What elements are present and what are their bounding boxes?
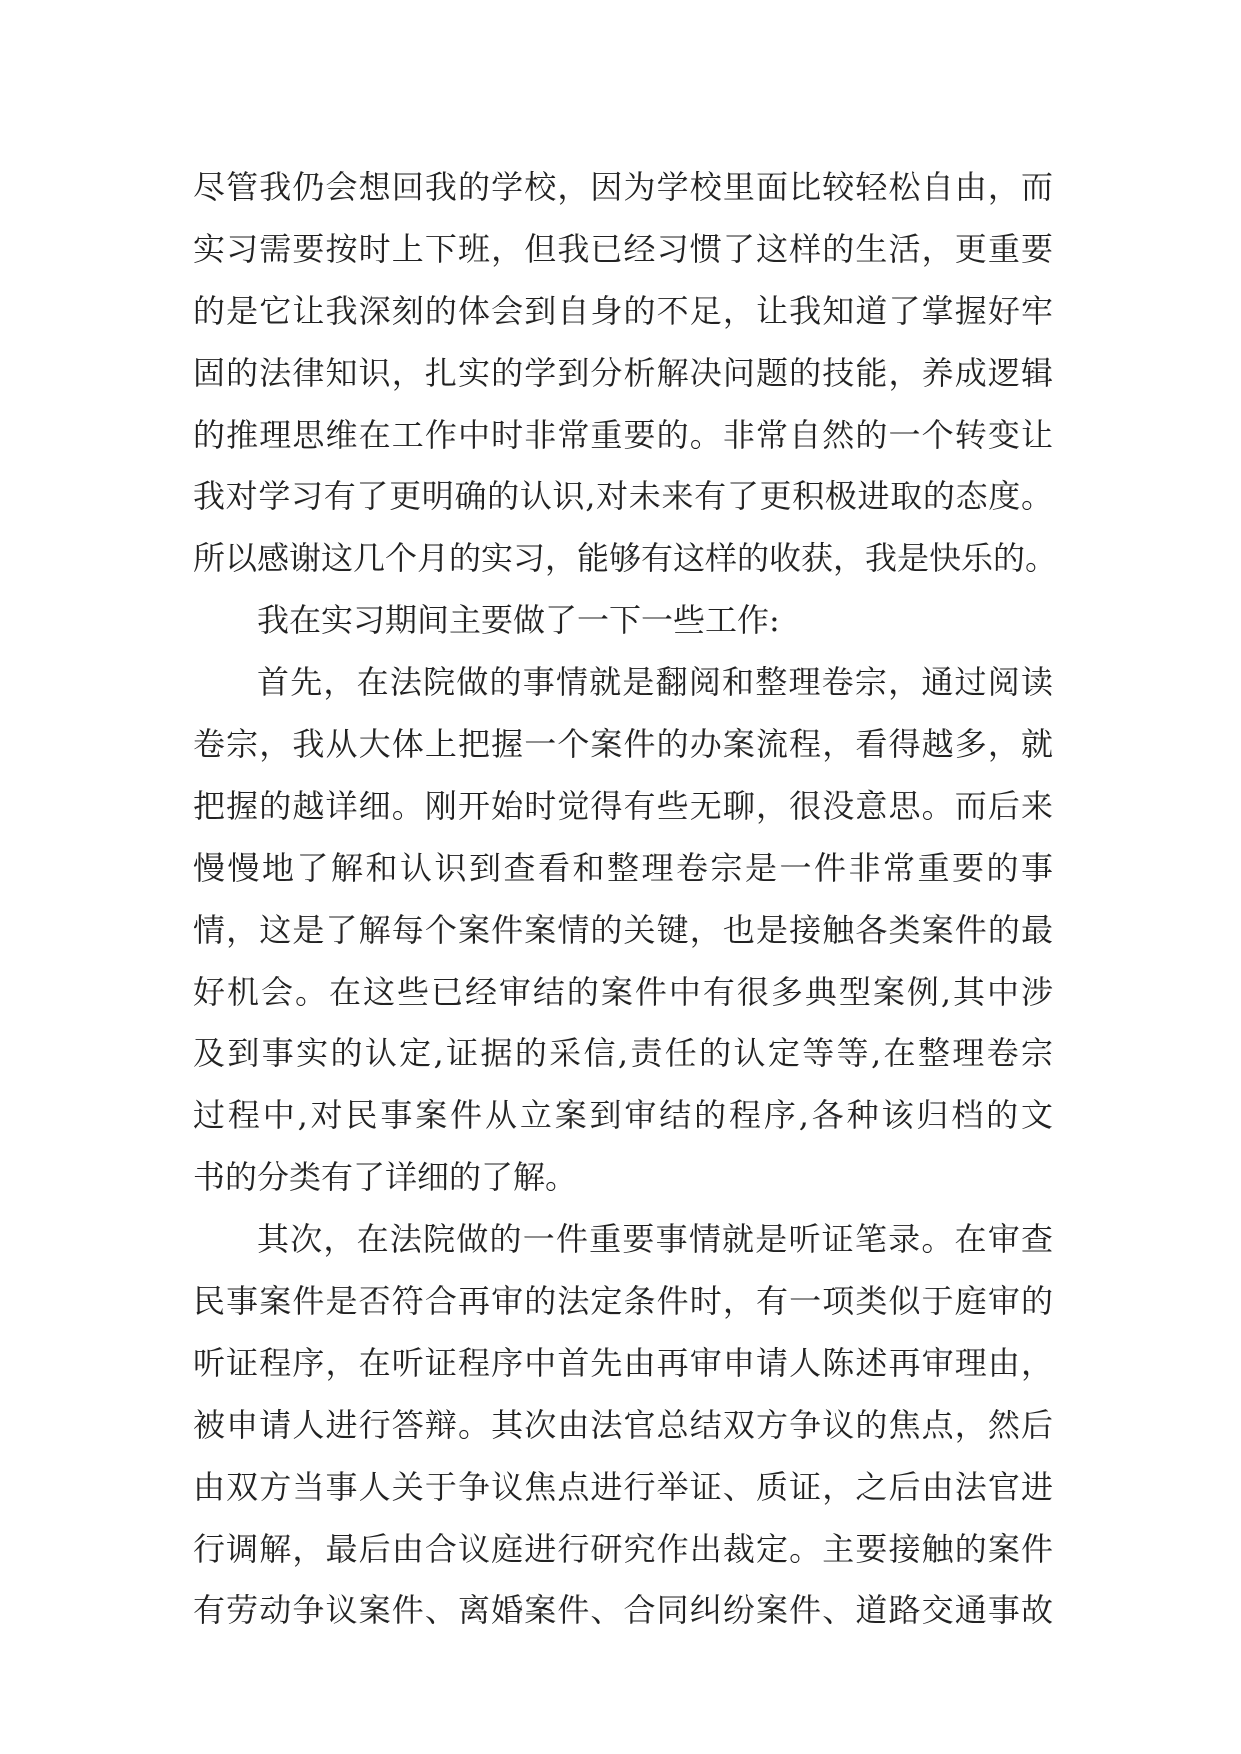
body-text [193, 157, 1058, 1642]
text-line: 情，这是了解每个案件案情的关键，也是接触各类案件的最 [193, 910, 1053, 949]
text-line: 尽管我仍会想回我的学校，因为学校里面比较轻松自由，而 [193, 168, 1053, 206]
text-line: 实习需要按时上下班，但我已经习惯了这样的生活，更重要 [193, 229, 1053, 268]
text-line: 好机会。在这些已经审结的案件中有很多典型案例,其中涉 [193, 972, 1053, 1011]
text-line: 听证程序，在听证程序中首先由再审申请人陈述再审理由， [193, 1343, 1053, 1382]
text-line: 所以感谢这几个月的实习，能够有这样的收获，我是快乐的。 [193, 539, 1058, 578]
text-line: 过程中,对民事案件从立案到审结的程序,各种该归档的文 [193, 1096, 1053, 1135]
text-line: 的是它让我深刻的体会到自身的不足，让我知道了掌握好牢 [193, 291, 1053, 330]
text-line: 民事案件是否符合再审的法定条件时，有一项类似于庭审的 [193, 1282, 1053, 1321]
text-line: 我对学习有了更明确的认识,对未来有了更积极进取的态度。 [193, 477, 1053, 516]
text-line: 被申请人进行答辩。其次由法官总结双方争议的焦点，然后 [193, 1405, 1053, 1444]
text-line: 及到事实的认定,证据的采信,责任的认定等等,在整理卷宗 [193, 1034, 1053, 1073]
text-line: 书的分类有了详细的了解。 [193, 1158, 578, 1197]
text-line: 由双方当事人关于争议焦点进行举证、质证，之后由法官进 [193, 1467, 1053, 1506]
text-line: 行调解，最后由合议庭进行研究作出裁定。主要接触的案件 [193, 1529, 1053, 1568]
text-line: 慢慢地了解和认识到查看和整理卷宗是一件非常重要的事 [193, 848, 1053, 887]
text-line: 我在实习期间主要做了一下一些工作: [257, 601, 780, 640]
text-line: 有劳动争议案件、离婚案件、合同纠纷案件、道路交通事故 [193, 1591, 1053, 1630]
text-line: 首先，在法院做的事情就是翻阅和整理卷宗，通过阅读 [257, 663, 1053, 702]
text-line: 其次，在法院做的一件重要事情就是听证笔录。在审查 [257, 1220, 1053, 1259]
text-line: 卷宗，我从大体上把握一个案件的办案流程，看得越多，就 [193, 725, 1053, 764]
text-line: 的推理思维在工作中时非常重要的。非常自然的一个转变让 [193, 415, 1053, 454]
text-line: 把握的越详细。刚开始时觉得有些无聊，很没意思。而后来 [193, 786, 1053, 825]
text-line: 固的法律知识，扎实的学到分析解决问题的技能，养成逻辑 [193, 353, 1053, 392]
